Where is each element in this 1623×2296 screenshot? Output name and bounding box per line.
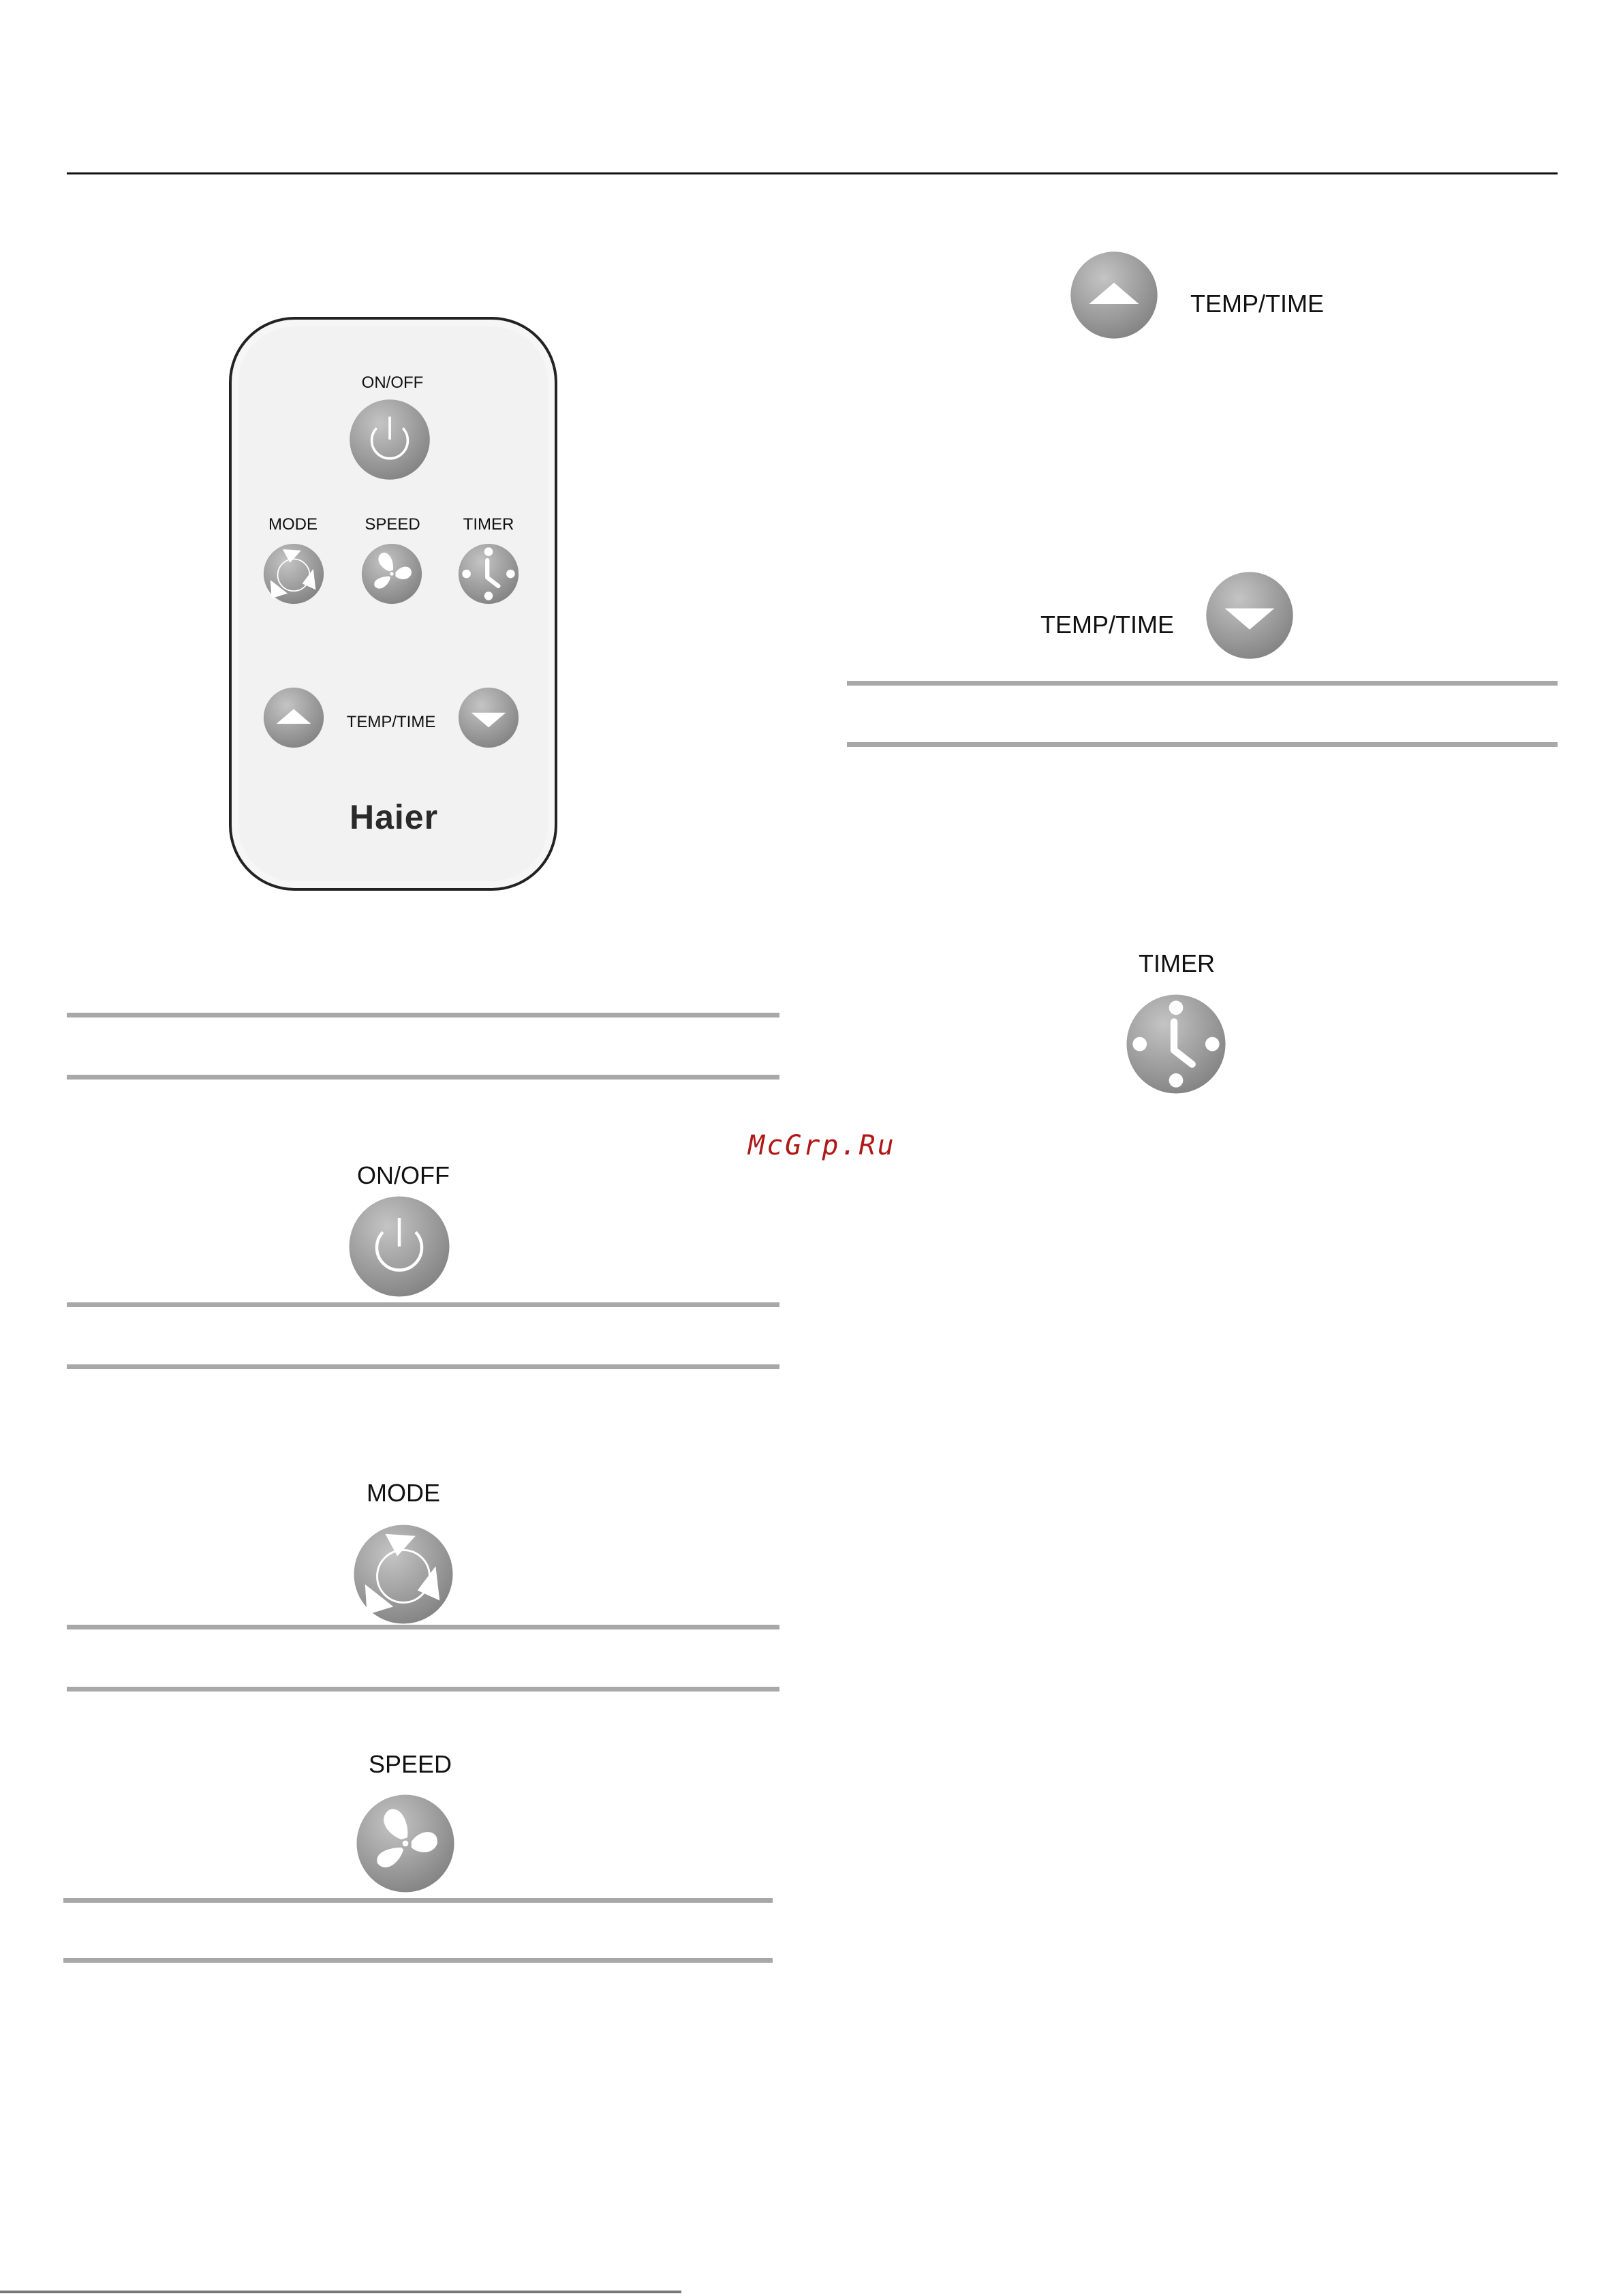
remote-speed-icon[interactable] <box>361 543 422 604</box>
onoff-label: ON/OFF <box>357 1161 450 1189</box>
remote-mode-icon[interactable] <box>263 543 324 604</box>
remote-temp-up-icon[interactable] <box>263 687 324 748</box>
remote-speed-label: SPEED <box>365 515 420 534</box>
mode-icon[interactable] <box>353 1524 454 1625</box>
remote-mode-label: MODE <box>268 515 318 534</box>
section-rule <box>847 681 1558 686</box>
section-rule <box>63 1958 773 1963</box>
section-rule <box>67 1013 779 1017</box>
timer-label: TIMER <box>1139 949 1215 977</box>
speed-icon[interactable] <box>356 1794 455 1893</box>
section-rule <box>63 1898 773 1903</box>
mode-label: MODE <box>367 1479 440 1507</box>
temp-up-icon[interactable] <box>1070 251 1158 339</box>
header-rule <box>67 172 1558 174</box>
speed-label: SPEED <box>368 1750 452 1778</box>
section-rule <box>67 1364 779 1369</box>
remote-brand-logo: Haier <box>349 798 439 836</box>
remote-timer-icon[interactable] <box>458 543 519 604</box>
footer-rule <box>0 2291 681 2293</box>
section-rule <box>67 1687 779 1692</box>
remote-power-icon[interactable] <box>349 399 431 480</box>
remote-temp-down-icon[interactable] <box>458 687 519 748</box>
remote-onoff-label: ON/OFF <box>361 373 424 392</box>
section-rule <box>847 742 1558 747</box>
watermark: McGrp.Ru <box>748 1130 896 1161</box>
power-icon[interactable] <box>348 1195 450 1298</box>
temp-down-icon[interactable] <box>1205 571 1294 660</box>
remote-timer-label: TIMER <box>463 515 514 534</box>
section-rule <box>67 1075 779 1080</box>
temp-up-label: TEMP/TIME <box>1190 290 1324 318</box>
remote-temptime-label: TEMP/TIME <box>346 713 436 731</box>
section-rule <box>67 1625 779 1629</box>
section-rule <box>67 1302 779 1307</box>
timer-icon[interactable] <box>1126 994 1226 1095</box>
temp-down-label: TEMP/TIME <box>1040 611 1174 639</box>
